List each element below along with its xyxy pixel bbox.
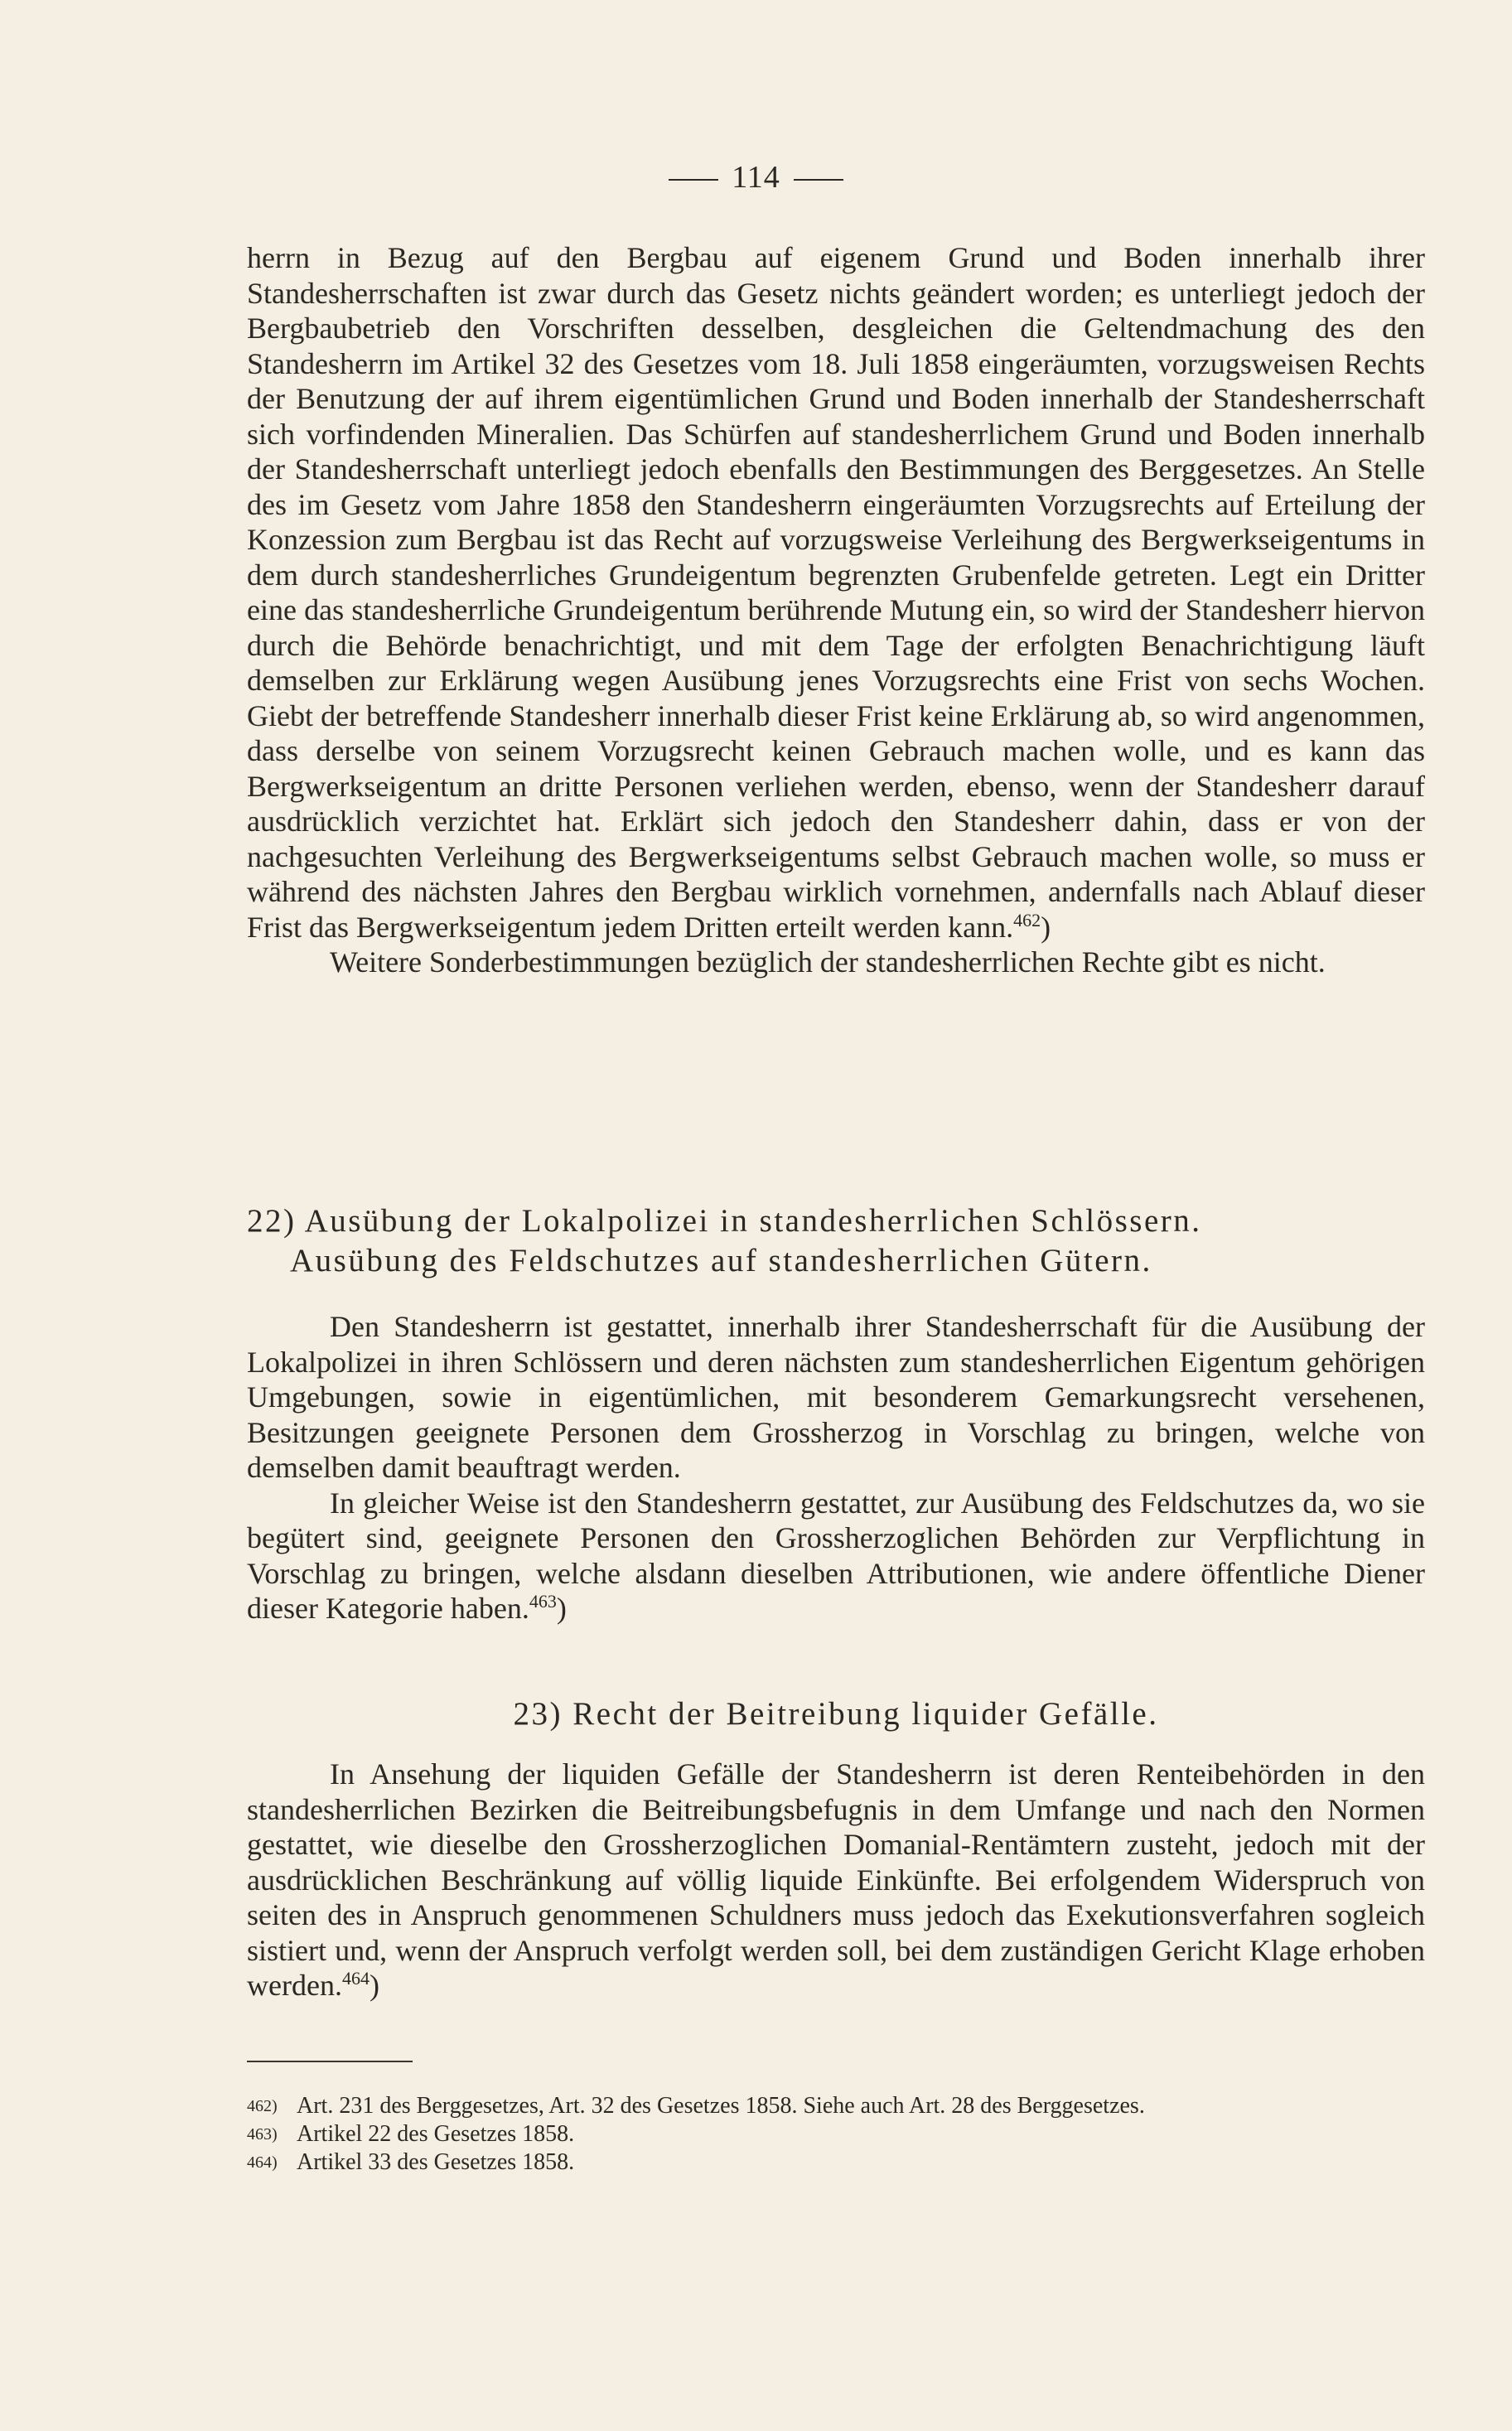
page-header (0, 159, 1512, 196)
footnotes (247, 2092, 1425, 2177)
paragraph-text: In gleicher Weise ist den Standesherrn gestattet, zur Ausübung des Feldschutzes da, wo sie begütert sind, geeignete Personen den Grossherzoglichen Behörden zur Verpflichtung in Vorschlag zu bringen, welche alsdann dieselben Attributionen, wie andere öffentliche Diener dieser Kategorie haben. (247, 1486, 1425, 1625)
paragraph: Weitere Sonderbestimmungen bezüglich der standesherrlichen Rechte gibt es nicht. (330, 945, 1326, 979)
footnote-ref-464: 464 (341, 1968, 370, 1989)
section-continuation (247, 240, 1425, 980)
page-number: 114 (732, 160, 780, 195)
footnote-text: Art. 231 des Berggesetzes, Art. 32 des Gesetzes 1858. Siehe auch Art. 28 des Berggesetzes. (297, 2093, 1145, 2119)
paragraph-text: herrn in Bezug auf den Bergbau auf eigenem Grund und Boden innerhalb ihrer Standesherrschaften ist zwar durch das Gesetz nichts geändert worden; es unterliegt jedoch der Bergbaubetrieb den Vorschriften desselben, desgleichen die Geltendmachung des den Standesherrn im Artikel 32 des Gesetzes vom 18. Juli 1858 eingeräumten, vorzugsweisen Rechts der Benutzung der auf ihrem eigentümlichen Grund und Boden innerhalb der Standesherrschaft sich vorfindenden Mineralien. Das Schürfen auf standesherrlichem Grund und Boden innerhalb der Standesherrschaft unterliegt jedoch ebenfalls den Bestimmungen des Berggesetzes. An Stelle des im Gesetz vom Jahre 1858 den Standesherrn eingeräumten Vorzugsrechts auf Erteilung der Konzession zum Bergbau ist das Recht auf vorzugsweise Verleihung des Bergwerkseigentums in dem durch standesherrliches Grundeigentum begrenzten Grubenfelde getreten. Legt ein Dritter eine das standesherrliche Grundeigentum berührende Mutung ein, so wird der Standesherr hiervon durch die Behörde benachrichtigt, und mit dem Tage der erfolgten Benachrichtigung läuft demselben zur Erklärung wegen Ausübung jenes Vorzugsrechts eine Frist von sechs Wochen. Giebt der betreffende Standesherr innerhalb dieser Frist keine Erklärung ab, so wird angenommen, dass derselbe von seinem Vorzugsrecht keinen Gebrauch machen wolle, und es kann das Bergwerkseigentum an dritte Personen verliehen werden, ebenso, wenn der Standesherr darauf ausdrücklich verzichtet hat. Erklärt sich jedoch den Standesherr dahin, dass er von der nachgesuchten Verleihung des Bergwerkseigentums selbst Gebrauch machen wolle, so muss er während des nächsten Jahres den Bergbau wirklich vornehmen, andernfalls nach Ablauf dieser Frist das Bergwerkseigentum jedem Dritten erteilt werden kann. (247, 241, 1425, 944)
header-ornament-left (669, 179, 718, 181)
footnote-text: Artikel 33 des Gesetzes 1858. (297, 2149, 575, 2175)
paragraph (247, 240, 1425, 945)
paragraph (247, 1757, 1425, 2003)
paragraph-text: In Ansehung der liquiden Gefälle der Standesherrn ist deren Renteibehörden in den standesherrlichen Bezirken die Beitreibungsbefugnis in dem Umfange und nach den Normen gestattet, wie dieselbe den Grossherzoglichen Domanial-Rentämtern zusteht, jedoch mit der ausdrücklichen Beschränkung auf völlig liquide Einkünfte. Bei erfolgendem Widerspruch von seiten des in Anspruch genommenen Schuldners muss jedoch das Exekutionsverfahren sogleich sistiert und, wenn der Anspruch verfolgt werden soll, bei dem zuständigen Gericht Klage erhoben werden. (247, 1757, 1425, 2002)
paragraph (247, 1486, 1425, 1626)
header-ornament-right (794, 179, 843, 181)
footnote-ref-close: ) (1041, 910, 1051, 944)
footnote-text: Artikel 22 des Gesetzes 1858. (297, 2121, 575, 2147)
footnote-marker: 463) (247, 2125, 278, 2143)
footnote-ref-close: ) (369, 1969, 379, 2002)
footnote-ref-close: ) (556, 1592, 567, 1625)
footnote (247, 2092, 1425, 2120)
section-23-heading: 23) Recht der Beitreibung liquider Gefälle. (513, 1696, 1159, 1732)
section-22-heading-line2: Ausübung des Feldschutzes auf standesherrlichen Gütern. (290, 1243, 1152, 1278)
section-22-body (247, 1309, 1425, 1626)
footnote-ref-463: 463 (529, 1591, 557, 1612)
footnote (247, 2120, 1425, 2148)
footnote (247, 2148, 1425, 2177)
footnote-marker: 462) (247, 2097, 278, 2115)
section-22-heading-line1: 22) Ausübung der Lokalpolizei in standesherrlichen Schlössern. (247, 1203, 1202, 1239)
section-23-body (247, 1757, 1425, 2003)
footnote-ref-462: 462 (1013, 909, 1041, 930)
paragraph: Den Standesherrn ist gestattet, innerhalb ihrer Standesherrschaft für die Ausübung der Lokalpolizei in ihren Schlössern und deren nächsten zum standesherrlichen Eigentum gehörigen Umgebungen, sowie in eigentümlichen, mit besonderem Gemarkungsrecht versehenen, Besitzungen geeignete Personen dem Grossherzog in Vorschlag zu bringen, welche von demselben damit beauftragt werden. (247, 1310, 1425, 1484)
footnote-divider (247, 2061, 413, 2062)
footnote-marker: 464) (247, 2153, 278, 2172)
